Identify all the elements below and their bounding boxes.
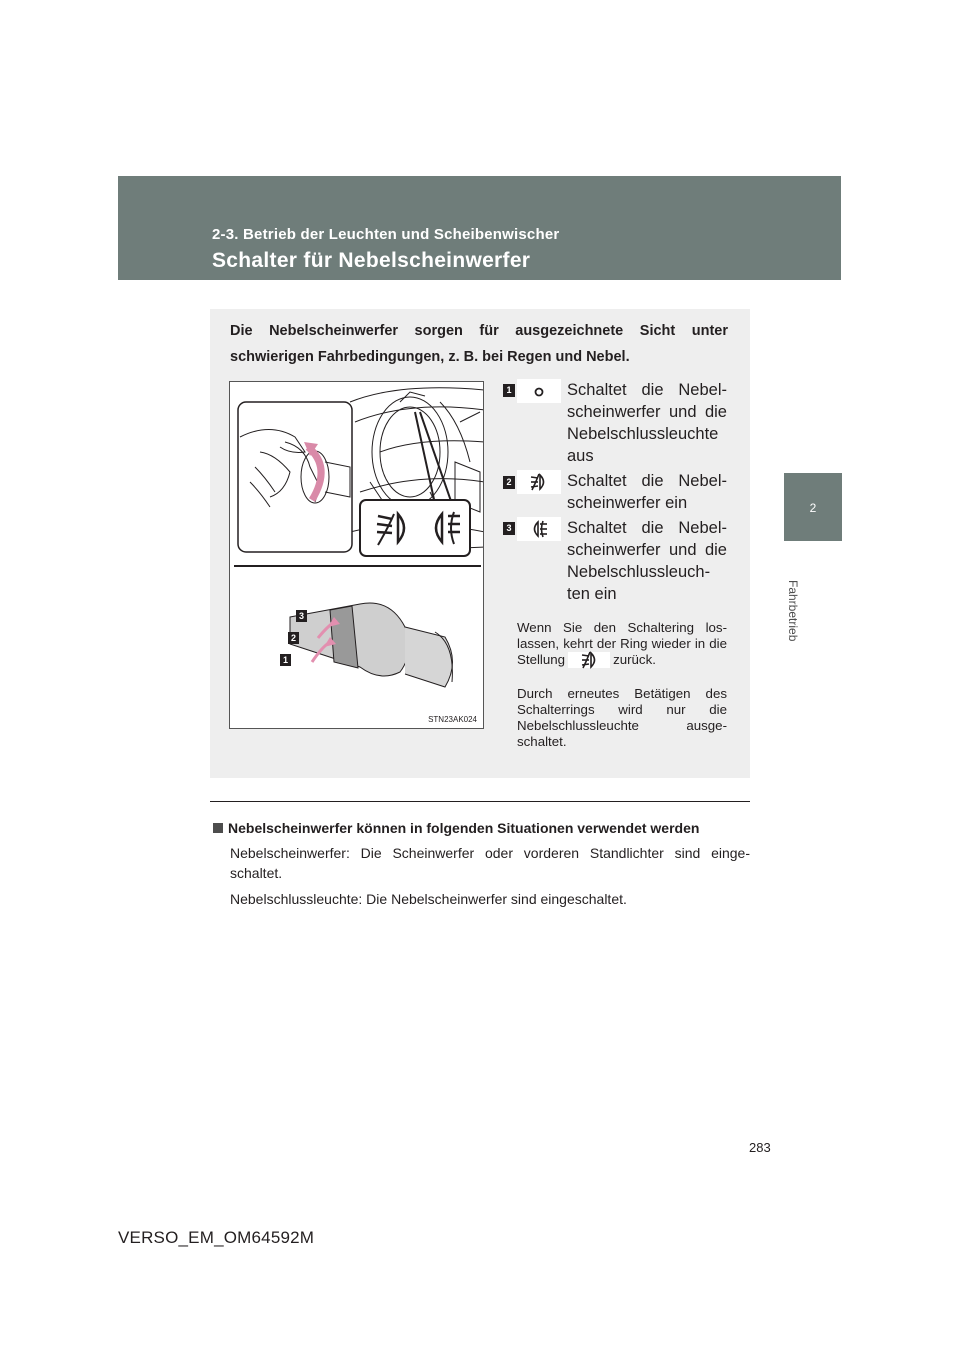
page-title: Schalter für Nebelscheinwerfer	[212, 249, 531, 272]
fog-light-switch-drawing	[230, 382, 484, 729]
paragraph: Nebelscheinwerfer: Die Scheinwerfer oder vorderen Standlichter sind einge-schaltet.	[230, 845, 750, 881]
intro-text: Die Nebelscheinwerfer sorgen für ausgezeichnete Sicht unter schwierigen Fahrbedingungen, z. B. bei Regen und Nebel.	[230, 323, 728, 365]
item-text-2: Schaltet die Nebel-scheinwerfer ein	[567, 472, 727, 512]
square-bullet-icon	[213, 823, 223, 833]
off-position-icon	[517, 379, 561, 403]
release-note-text: Wenn Sie den Schaltering los-lassen, kehrt der Ring wieder in die Stellung	[517, 620, 727, 667]
chapter-label: Fahrbetrieb	[786, 580, 800, 642]
item-badge-1: 1	[503, 384, 515, 397]
figure-code: STN23AK024	[428, 715, 477, 724]
figure-callout-1: 1	[280, 654, 291, 666]
item-text-3: Schaltet die Nebel-scheinwerfer und die Nebelschlussleuch-ten ein	[567, 519, 727, 603]
figure-callout-3: 3	[296, 610, 307, 622]
sub-heading	[213, 820, 699, 836]
paragraph: Nebelschlussleuchte: Die Nebelscheinwerfer sind eingeschaltet.	[230, 891, 627, 907]
page-number: 283	[749, 1140, 771, 1155]
item-badge-2: 2	[503, 476, 515, 489]
rear-fog-light-icon	[517, 517, 561, 541]
item-badge-3: 3	[503, 522, 515, 535]
front-fog-light-icon	[517, 470, 561, 494]
section-divider	[210, 801, 750, 802]
switch-illustration	[229, 381, 484, 729]
document-code: VERSO_EM_OM64592M	[118, 1228, 315, 1247]
item-text-1: Schaltet die Nebel-scheinwerfer und die Nebelschlussleuchte aus	[567, 381, 727, 465]
front-fog-light-icon	[568, 652, 610, 668]
sub-heading-text: Nebelscheinwerfer können in folgenden Situationen verwendet werden	[228, 820, 700, 836]
chapter-tab[interactable]	[784, 473, 842, 541]
release-note-end: zurück.	[613, 652, 656, 667]
repeat-note: Durch erneutes Betätigen des Schalterrings wird nur die Nebelschlussleuchte ausge-schaltet.	[517, 686, 727, 749]
release-note	[517, 620, 727, 668]
section-label: 2-3. Betrieb der Leuchten und Scheibenwischer	[212, 226, 560, 243]
figure-callout-2: 2	[288, 632, 299, 644]
chapter-number: 2	[809, 501, 817, 515]
